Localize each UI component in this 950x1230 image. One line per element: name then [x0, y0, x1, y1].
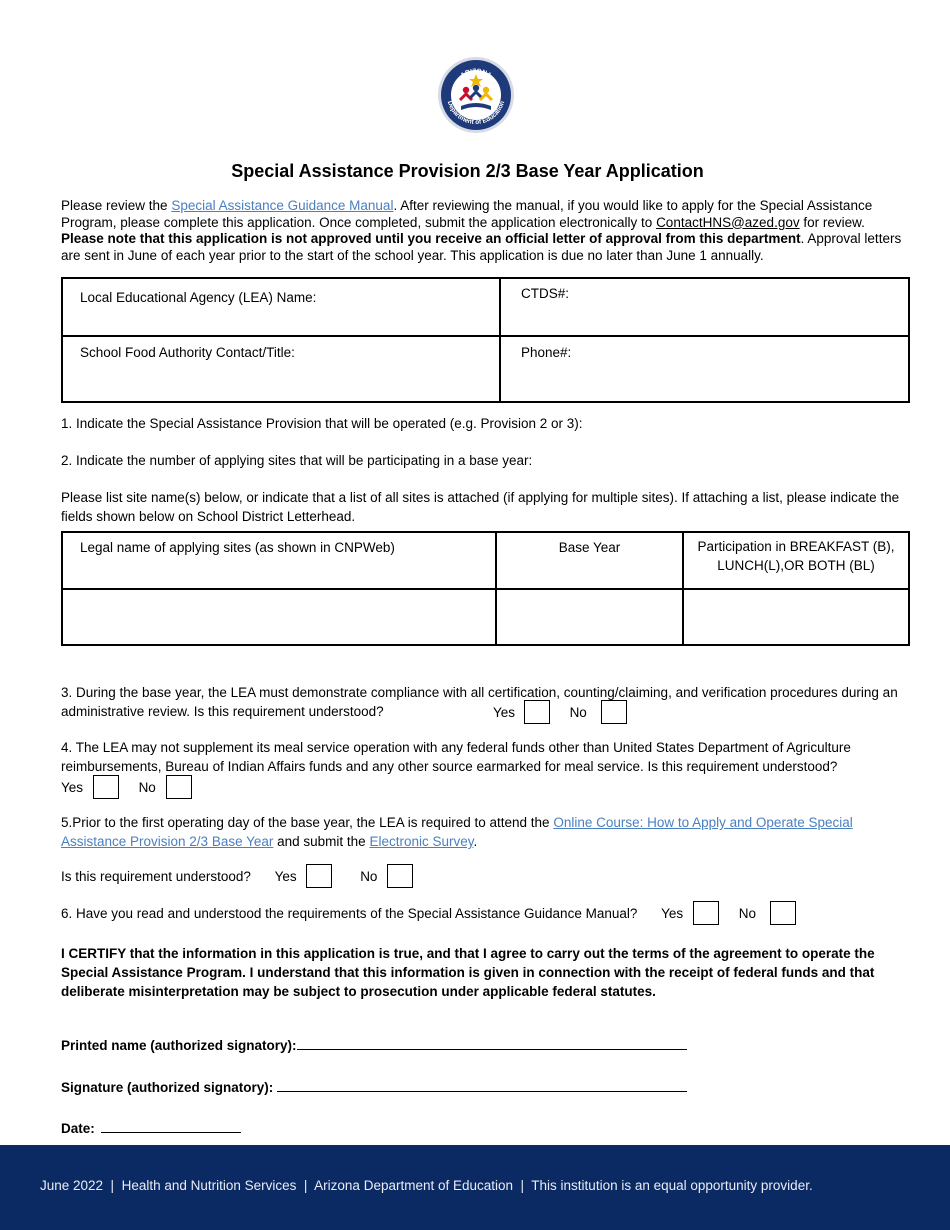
sites-col-name-header: Legal name of applying sites (as shown in CNPWeb) — [62, 532, 496, 589]
date-row: Date: — [61, 1118, 241, 1136]
electronic-survey-link[interactable]: Electronic Survey — [369, 834, 474, 849]
certification-statement: I CERTIFY that the information in this application is true, and that I agree to carry out the terms of the agreement to operate the Special Assistance Program. I understand that this information is given in connection with the receipt of federal funds and that deliberate misinterpretation may be subject to prosecution under applicable federal statutes. — [61, 946, 875, 999]
signature-line[interactable] — [277, 1077, 687, 1092]
question-3: 3. During the base year, the LEA must demonstrate compliance with all certification, counting/claiming, and verification procedures during an administrative review. Is this requirement understood? — [61, 685, 898, 719]
ade-seal-icon — [437, 56, 515, 134]
lea-name-field[interactable]: Local Educational Agency (LEA) Name: — [62, 278, 500, 336]
approval-note: Please note that this application is not approved until you receive an official letter of approval from this department — [61, 231, 801, 246]
question-4: 4. The LEA may not supplement its meal service operation with any federal funds other than United States Department of Agriculture reimbursements, Bureau of Indian Affairs funds and any other source earmarked for meal service. Is this requirement understood? — [61, 740, 851, 774]
sites-col-base-year-header: Base Year — [496, 532, 683, 589]
question-2: 2. Indicate the number of applying sites that will be participating in a base year: — [61, 453, 533, 468]
site-name-cell[interactable] — [62, 589, 496, 645]
site-base-year-cell[interactable] — [496, 589, 683, 645]
date-line[interactable] — [101, 1118, 241, 1133]
q3-yes-checkbox[interactable] — [524, 700, 550, 724]
q4-no-checkbox[interactable] — [166, 775, 192, 799]
q4-yes-checkbox[interactable] — [93, 775, 119, 799]
sites-table — [61, 531, 910, 646]
q6-no-checkbox[interactable] — [770, 901, 796, 925]
seal-top-text: ARIZONA — [459, 67, 493, 80]
guidance-manual-link[interactable]: Special Assistance Guidance Manual — [171, 198, 394, 213]
footer-bar — [0, 1145, 950, 1230]
printed-name-line[interactable] — [297, 1035, 687, 1050]
online-course-link[interactable]: Online Course: How to Apply and Operate Special Assistance Provision 2/3 Base Year — [61, 815, 853, 849]
q5-no-checkbox[interactable] — [387, 864, 413, 888]
question-6: 6. Have you read and understood the requirements of the Special Assistance Guidance Manual? Yes No — [61, 901, 796, 925]
page-title: Special Assistance Provision 2/3 Base Year Application — [231, 161, 704, 181]
seal-bottom-text: Department of Education — [445, 100, 507, 127]
phone-field[interactable]: Phone#: — [500, 336, 909, 402]
printed-name-row: Printed name (authorized signatory): — [61, 1035, 687, 1053]
lea-info-table — [61, 277, 910, 403]
contact-field[interactable]: School Food Authority Contact/Title: — [62, 336, 500, 402]
question-1: 1. Indicate the Special Assistance Provision that will be operated (e.g. Provision 2 or 3): — [61, 416, 583, 431]
intro-text: Please review the Special Assistance Guidance Manual. After reviewing the manual, if you would like to apply for the Special Assistance Program, please complete this application. Once completed, submit the application electronically to ContactHNS@azed.gov for review. Please note that this application is not approved until you receive an official letter of approval from this department. Approval letters are sent in June of each year prior to the start of the school year. This application is due no later than June 1 annually. — [61, 198, 902, 263]
footer-text: June 2022 | Health and Nutrition Services | Arizona Department of Education | This institution is an equal opportunity provider. — [40, 1178, 813, 1193]
q3-answer: Yes No — [493, 700, 627, 724]
signature-row: Signature (authorized signatory): — [61, 1077, 687, 1095]
site-participation-cell[interactable] — [683, 589, 909, 645]
question-5: 5.Prior to the first operating day of the base year, the LEA is required to attend the Online Course: How to Apply and Operate Special Assistance Provision 2/3 Base Year and submit the Electronic Survey. — [61, 815, 853, 849]
q3-no-checkbox[interactable] — [601, 700, 627, 724]
q5-yes-checkbox[interactable] — [306, 864, 332, 888]
q5-answer: Is this requirement understood? Yes No — [61, 864, 413, 888]
contact-email-link[interactable]: ContactHNS@azed.gov — [656, 214, 800, 230]
ctds-field[interactable]: CTDS#: — [500, 278, 909, 336]
sites-note: Please list site name(s) below, or indicate that a list of all sites is attached (if applying for multiple sites). If attaching a list, please indicate the fields shown below on School District Letterhead. — [61, 490, 900, 524]
ade-logo — [437, 56, 515, 134]
q4-answer: Yes No — [61, 775, 192, 799]
sites-col-participation-header: Participation in BREAKFAST (B), LUNCH(L),OR BOTH (BL) — [683, 532, 909, 589]
q6-yes-checkbox[interactable] — [693, 901, 719, 925]
